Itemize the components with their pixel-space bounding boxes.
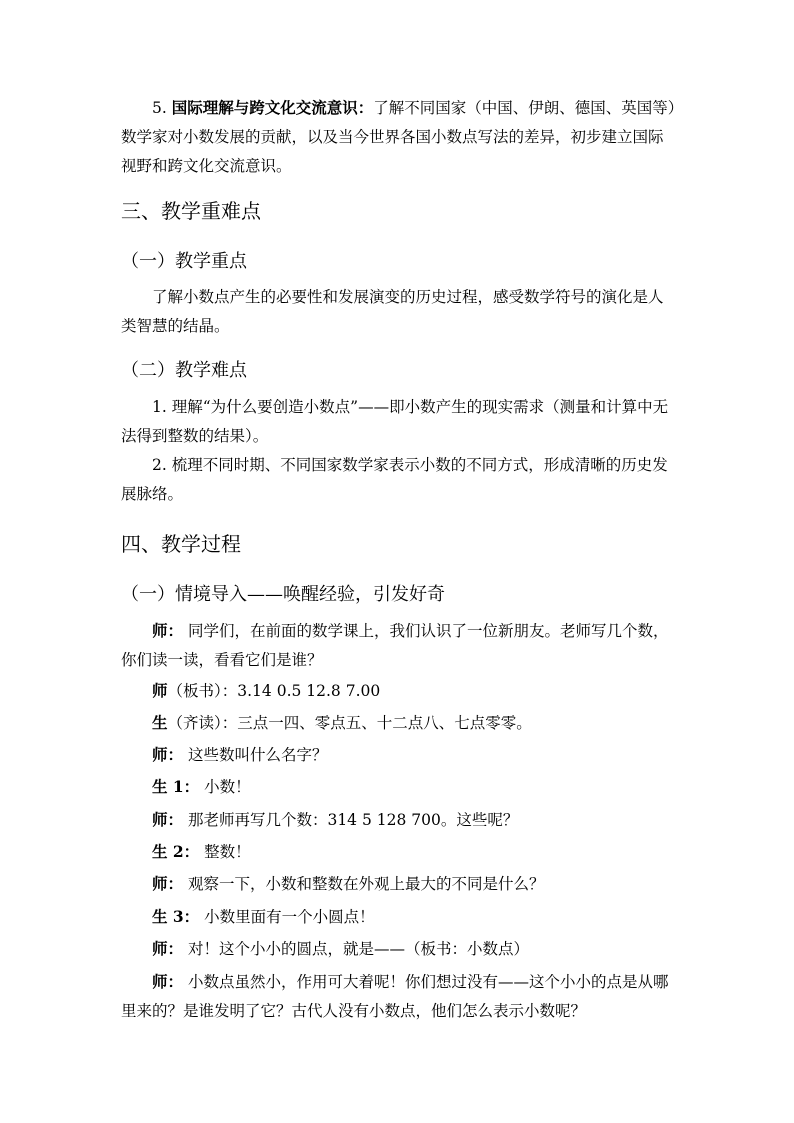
dialogue-text: 同学们，在前面的数学课上，我们认识了一位新朋友。老师写几个数，你们读一读，看看它们是谁？ (121, 622, 669, 669)
dialogue-line-6 (152, 809, 518, 831)
speaker-label: 师： (152, 621, 184, 640)
dialogue-line-2 (152, 680, 380, 702)
dialogue-text: （板书）：3.14 0.5 12.8 7.00 (167, 682, 381, 700)
dialogue-text: 整数！ (204, 843, 251, 861)
dialogue-text: 小数点虽然小，作用可大着呢！你们想过没有——这个小小的点是从哪里来的？是谁发明了它？古代人没有小数点，他们怎么表示小数呢？ (121, 973, 669, 1020)
speaker-label: 生 2： (152, 842, 200, 861)
speaker-label: 师： (152, 745, 184, 764)
speaker-label: 师 (152, 681, 168, 700)
dialogue-line-10 (152, 938, 529, 960)
speaker-label: 生 (152, 713, 168, 732)
speaker-label: 生 1： (152, 777, 200, 796)
speaker-label: 生 3： (152, 907, 200, 926)
dialogue-line-7 (152, 841, 251, 863)
difficulties-heading: （二）教学难点 (121, 360, 247, 381)
objective-5-paragraph (121, 93, 677, 181)
dialogue-line-5 (152, 776, 251, 798)
intro-heading: （一）情境导入——唤醒经验，引发好奇 (121, 584, 445, 605)
key-points-text: 了解小数点产生的必要性和发展演变的历史过程，感受数学符号的演化是人类智慧的结晶。 (121, 288, 664, 335)
speaker-label: 师： (152, 972, 184, 991)
speaker-label: 师： (152, 810, 184, 829)
section-4-heading: 四、教学过程 (121, 532, 241, 556)
difficulty-item-1: 1. 理解“为什么要创造小数点”——即小数产生的现实需求（测量和计算中无法得到整数的结果）。 (121, 398, 669, 445)
dialogue-line-1 (121, 616, 677, 675)
difficulty-item-2: 2. 梳理不同时期、不同国家数学家表示小数的不同方式，形成清晰的历史发展脉络。 (121, 456, 668, 503)
dialogue-line-3 (152, 712, 532, 734)
objective-5-label: 国际理解与跨文化交流意识： (171, 98, 374, 117)
speaker-label: 师： (152, 939, 184, 958)
dialogue-line-9 (152, 906, 375, 928)
dialogue-text: 这些数叫什么名字？ (187, 746, 328, 764)
dialogue-text: （齐读）：三点一四、零点五、十二点八、七点零零。 (167, 714, 532, 732)
dialogue-text: 观察一下，小数和整数在外观上最大的不同是什么？ (187, 875, 545, 893)
section-3-heading: 三、教学重难点 (121, 199, 261, 223)
dialogue-text: 对！这个小小的圆点，就是——（板书：小数点） (187, 940, 529, 958)
objective-5-number: 5. (152, 99, 172, 117)
dialogue-text: 那老师再写几个数：314 5 128 700。这些呢？ (187, 811, 519, 829)
dialogue-line-4 (152, 744, 327, 766)
dialogue-line-11 (121, 967, 677, 1026)
key-points-heading: （一）教学重点 (121, 251, 247, 272)
dialogue-text: 小数！ (204, 778, 251, 796)
dialogue-text: 小数里面有一个小圆点！ (204, 908, 375, 926)
dialogue-line-8 (152, 873, 544, 895)
objective-5-text: 了解不同国家（中国、伊朗、德国、英国等）数学家对小数发展的贡献，以及当今世界各国小数点写法的差异，初步建立国际视野和跨文化交流意识。 (121, 99, 676, 175)
speaker-label: 师： (152, 874, 184, 893)
